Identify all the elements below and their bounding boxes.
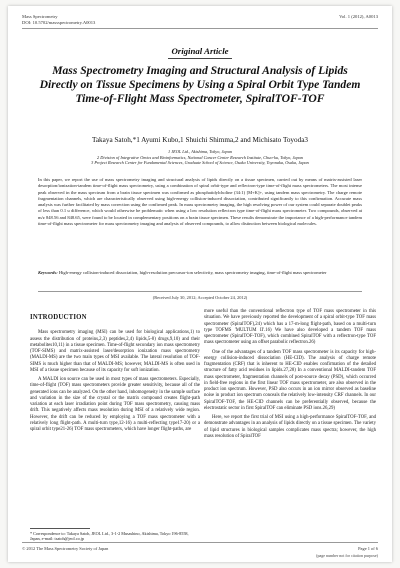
intro-paragraph-3: more useful than the conventional reflectron type of TOF mass spectrometer in this situation. We have previously reported the development of a spiral orbit-type TOF mass spectrometer (SpiralTOF),24) which has a 17-m-long flight-path, based on a multi-turn type TOFMS 'MULTUM II'.16) We have also developed a tandem TOF mass spectrometer (SpiralTOF-TOF), which combined SpiralTOF with a reflectron-type TOF mass spectrometer using an offset parabolic reflectron.26)	[204, 309, 376, 346]
article-page	[8, 6, 392, 562]
intro-paragraph-1: Mass spectrometry imaging (MSI) can be used for biological applications,1) to assess the distribution of proteins,2,3) peptides,2,4) lipids,5-8) drugs,9,10) and their metabolites10,11) in a tissue specimen. Time-of-flight secondary ion mass spectrometry (TOF-SIMS) and matrix-assisted laser/desorption ionization mass spectrometry (MALDI-MS) are the two main types of MSI available. The lateral resolution of TOF-SIMS is much higher than that of MALDI-MS; however, MALDI-MS is often used in MSI of a tissue specimen because of its capacity for soft ionization.	[30, 330, 200, 373]
volume-info: Vol. 1 (2012), A0013	[339, 14, 378, 19]
affiliation-3: 3 Project Research Center for Fundamental Sciences, Graduate School of Science, Osaka University, Toyonaka, Osaka, Japan	[91, 160, 309, 166]
intro-paragraph-2: A MALDI ion source can be used in most types of mass spectrometers. Especially, time-of-flight (TOF) mass spectrometers provide greater sensitivity, because all of the generated ions can be analyzed. On the other hand, inhomogeneity in the sample surface and variation in the size of the crystal or the matrix compound creates flight-path variation at each laser irradiation point during TOF mass spectrometry, causing mass drift. This negatively affects mass resolution during MSI of a relatively wide region. However, the drift can be reduced by employing a TOF mass spectrometer with a relatively long flight-path. A multi-turn type,12-16) a multi-reflecting type17-20) or a spiral orbit type21-26) TOF mass spectrometers, which have longer flight-paths, are	[30, 377, 200, 432]
page-number-note: (page number not for citation purpose)	[316, 553, 378, 558]
body-column-left	[30, 313, 200, 433]
author-list: Takaya Satoh,*1 Ayumi Kubo,1 Shuichi Shimma,2 and Michisato Toyoda3	[91, 136, 308, 144]
keywords-divider	[38, 291, 362, 292]
affiliation-1: 1 JEOL Ltd., Akishima, Tokyo, Japan	[167, 149, 233, 154]
abstract: In this paper, we report the use of mass spectrometry imaging and structural analysis of lipids directly on a tissue specimen, carried out by means of matrix-assisted laser desorption/ionization-tandem time-of-flight mass spectrometry, using a combination of spiral orbit-type and reflectron-type time-of-flight mass spectrometers. The most intense peak observed in the mass spectrum from a brain tissue specimen was confirmed as phosphatidylcholine (34:1) [M+K]+, using tandem mass spectrometry. The charge remote fragmentation channels, which are characteristically observed using high-energy collision-induced dissociation, contributed significantly to this confirmation. Accurate mass analysis was further facilitated by mass correction using the confirmed peak. In mass spectrometry imaging, the high resolving power of our system could separate doublet peaks of less than 0.1 u difference, which would otherwise be problematic when using a low resolution reflectron type time-of-flight mass spectrometer. Two compounds, observed at m/z 848.56 and 848.65, were found to be located in complementary positions on a brain tissue specimen. These results demonstrate the importance of a high-performance tandem time-of-flight mass spectrometer for mass spectrometry imaging and analysis of observed compounds, to allow distinction between biological molecules.	[38, 177, 362, 227]
page-footer	[22, 546, 378, 551]
article-title: Mass Spectrometry Imaging and Structural Analysis of Lipids Directly on Tissue Specimens by Using a Spiral Orbit Type Tandem Time-of-Flight Mass Spectrometer, SpiralTOF-TOF	[39, 64, 361, 105]
article-type: Original Article	[171, 46, 229, 56]
copyright: © 2012 The Mass Spectrometry Society of Japan	[22, 546, 109, 551]
affiliation-2: 2 Division of Integrative Omics and Bioinformatics, National Cancer Center Research Institute, Chuo-ku, Tokyo, Japan	[97, 154, 303, 160]
affiliations	[38, 149, 362, 166]
section-heading-introduction: INTRODUCTION	[30, 314, 87, 321]
intro-paragraph-4: One of the advantages of a tandem TOF mass spectrometer is its capacity for high-energy collision-induced dissociation (HE-CID). The analysis of charge remote fragmentation (CRF) that is inherent to HE-CID enables confirmation of the detailed structure of fatty acid residues in lipids.27,28) In a conventional MALDI-tandem TOF mass spectrometer, fragmentation channels of post-source decay (PSD), which occurred in field-free regions in the first linear TOF mass spectrometer, are also observed in the product ion spectrum. However, PSD also occurs in an ion mirror observed as baseline noise in product ion spectrum conceals the relatively low-intensity CRF channels. In our SpiralTOF-TOF, the HE-CID channels can be preferentially observed, because the electrostatic sector in first SpiralTOF can eliminate PSD ions.26,29)	[204, 349, 376, 411]
received-dates: (Received July 30, 2012; Accepted October 24, 2012)	[152, 295, 248, 300]
body-column-right	[204, 309, 376, 440]
footer-divider	[22, 542, 378, 543]
correspondence-footnote: * Correspondence to: Takaya Satoh, JEOL Ltd., 3-1-2 Musashino, Akishima, Tokyo 196-8558, Japan, e-mail: tsatoh@jeol.co.jp	[30, 531, 189, 542]
footnote-divider	[30, 528, 90, 529]
intro-paragraph-5: Here, we report the first trial of MSI using a high-performance SpiralTOF-TOF, and demonstrate advantages in an analysis of lipids directly on a tissue specimen. The variety of lipid structures in biological samples complicates mass spectra; however, the high mass resolution of SpiralTOF	[204, 415, 376, 439]
keywords-label: Keywords:	[38, 270, 58, 275]
article-type-underline	[168, 58, 232, 59]
doi[interactable]: DOI: 10.5702/massspectrometry.A0013	[22, 19, 96, 25]
header-divider	[22, 28, 378, 29]
keywords	[38, 270, 362, 276]
journal-name: Mass Spectrometry	[22, 14, 58, 19]
running-header	[22, 14, 378, 25]
keywords-text: High-energy collision-induced dissociation, high-resolution precursor-ion selectivity, mass spectrometry imaging, time-of-flight mass spectrometer	[58, 270, 327, 275]
page-number: Page 1 of 6	[358, 546, 378, 551]
